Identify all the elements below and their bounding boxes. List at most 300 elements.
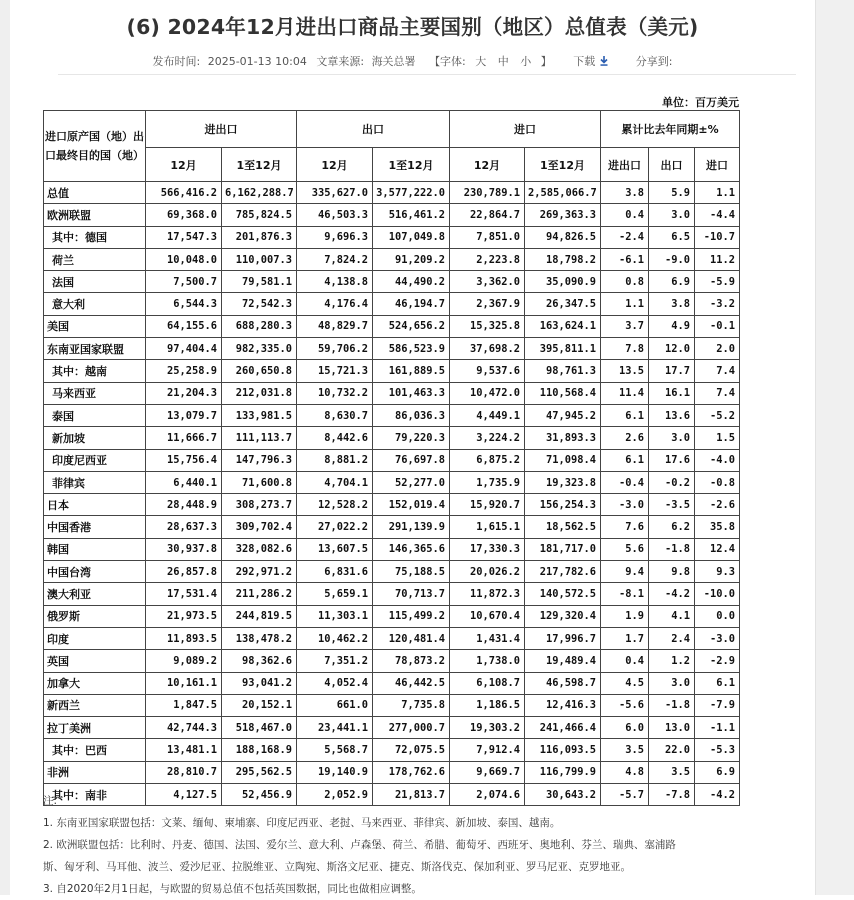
value-cell: 70,713.7: [373, 583, 450, 605]
value-cell: 9.4: [601, 561, 649, 583]
value-cell: 2,585,066.7: [525, 182, 601, 204]
value-cell: 17,996.7: [525, 627, 601, 649]
value-cell: 217,782.6: [525, 561, 601, 583]
table-row: [44, 271, 740, 293]
value-cell: 94,826.5: [525, 226, 601, 248]
value-cell: 6,108.7: [450, 672, 525, 694]
note-1: 1. 东南亚国家联盟包括：文莱、缅甸、柬埔寨、印度尼西亚、老挝、马来西亚、菲律宾、新加坡、泰国、越南。: [43, 817, 561, 829]
value-cell: 17.6: [649, 449, 695, 471]
subheader: 12月: [297, 148, 373, 182]
value-cell: 17.7: [649, 360, 695, 382]
font-size-small-button[interactable]: 小: [520, 55, 532, 68]
value-cell: 6,875.2: [450, 449, 525, 471]
value-cell: 11,303.1: [297, 605, 373, 627]
value-cell: 30,643.2: [525, 784, 601, 806]
value-cell: 20,152.1: [222, 694, 297, 716]
value-cell: 3,577,222.0: [373, 182, 450, 204]
region-name: 东南亚国家联盟: [44, 338, 146, 360]
value-cell: 46,194.7: [373, 293, 450, 315]
value-cell: 13.5: [601, 360, 649, 382]
value-cell: 12.0: [649, 338, 695, 360]
value-cell: -0.2: [649, 471, 695, 493]
value-cell: -4.2: [649, 583, 695, 605]
notes: [43, 790, 743, 900]
value-cell: -2.4: [601, 226, 649, 248]
notes-title: 注:: [43, 795, 58, 807]
value-cell: 71,098.4: [525, 449, 601, 471]
value-cell: 230,789.1: [450, 182, 525, 204]
value-cell: 107,049.8: [373, 226, 450, 248]
value-cell: 12,416.3: [525, 694, 601, 716]
font-size-large-button[interactable]: 大: [475, 55, 487, 68]
value-cell: 13,481.1: [146, 739, 222, 761]
table-row: [44, 449, 740, 471]
value-cell: -5.6: [601, 694, 649, 716]
table-row: [44, 315, 740, 337]
region-name: 其中：德国: [44, 226, 146, 248]
value-cell: 6.2: [649, 516, 695, 538]
value-cell: 19,323.8: [525, 471, 601, 493]
value-cell: 181,717.0: [525, 538, 601, 560]
subheader: 12月: [146, 148, 222, 182]
value-cell: -1.1: [695, 717, 740, 739]
value-cell: 395,811.1: [525, 338, 601, 360]
table-row: [44, 605, 740, 627]
table-row: [44, 226, 740, 248]
value-cell: 110,568.4: [525, 382, 601, 404]
value-cell: 35.8: [695, 516, 740, 538]
value-cell: 269,363.3: [525, 204, 601, 226]
value-cell: 212,031.8: [222, 382, 297, 404]
value-cell: 309,702.4: [222, 516, 297, 538]
value-cell: 98,761.3: [525, 360, 601, 382]
article-meta: [10, 53, 815, 69]
font-size-label: 【字体:: [429, 55, 466, 68]
value-cell: 0.4: [601, 204, 649, 226]
subheader: 进出口: [601, 148, 649, 182]
trade-table: [43, 110, 740, 806]
value-cell: 308,273.7: [222, 494, 297, 516]
value-cell: -6.1: [601, 248, 649, 270]
value-cell: 18,562.5: [525, 516, 601, 538]
region-name: 非洲: [44, 761, 146, 783]
value-cell: 97,404.4: [146, 338, 222, 360]
subheader: 进口: [695, 148, 740, 182]
subheader: 出口: [649, 148, 695, 182]
value-cell: 147,796.3: [222, 449, 297, 471]
value-cell: 17,330.3: [450, 538, 525, 560]
region-name: 新西兰: [44, 694, 146, 716]
table-row: [44, 404, 740, 426]
value-cell: 9.3: [695, 561, 740, 583]
value-cell: 37,698.2: [450, 338, 525, 360]
value-cell: 111,113.7: [222, 427, 297, 449]
value-cell: 72,075.5: [373, 739, 450, 761]
region-name: 拉丁美洲: [44, 717, 146, 739]
value-cell: 6.1: [601, 404, 649, 426]
value-cell: 18,798.2: [525, 248, 601, 270]
page-title: (6) 2024年12月进出口商品主要国别（地区）总值表（美元): [126, 15, 699, 39]
value-cell: 79,581.1: [222, 271, 297, 293]
value-cell: -10.7: [695, 226, 740, 248]
table-row: [44, 650, 740, 672]
region-name: 印度: [44, 627, 146, 649]
value-cell: 2,052.9: [297, 784, 373, 806]
value-cell: 6.5: [649, 226, 695, 248]
value-cell: 76,697.8: [373, 449, 450, 471]
value-cell: -2.9: [695, 650, 740, 672]
value-cell: 1.5: [695, 427, 740, 449]
value-cell: 0.8: [601, 271, 649, 293]
value-cell: 91,209.2: [373, 248, 450, 270]
region-name: 英国: [44, 650, 146, 672]
value-cell: 7.4: [695, 360, 740, 382]
region-name: 中国台湾: [44, 561, 146, 583]
right-margin: [815, 0, 854, 895]
table-row: [44, 293, 740, 315]
value-cell: -4.4: [695, 204, 740, 226]
value-cell: 21,973.5: [146, 605, 222, 627]
table-row: [44, 471, 740, 493]
value-cell: 6.9: [695, 761, 740, 783]
value-cell: 46,503.3: [297, 204, 373, 226]
region-name: 其中：巴西: [44, 739, 146, 761]
value-cell: 22.0: [649, 739, 695, 761]
value-cell: 9,089.2: [146, 650, 222, 672]
value-cell: 129,320.4: [525, 605, 601, 627]
value-cell: -3.2: [695, 293, 740, 315]
value-cell: 10,161.1: [146, 672, 222, 694]
value-cell: 13,079.7: [146, 404, 222, 426]
value-cell: 16.1: [649, 382, 695, 404]
value-cell: 7,824.2: [297, 248, 373, 270]
download-icon: [600, 56, 608, 66]
value-cell: 1,615.1: [450, 516, 525, 538]
value-cell: 3.0: [649, 427, 695, 449]
value-cell: 1,735.9: [450, 471, 525, 493]
value-cell: 140,572.5: [525, 583, 601, 605]
value-cell: 5,568.7: [297, 739, 373, 761]
value-cell: 524,656.2: [373, 315, 450, 337]
value-cell: -0.4: [601, 471, 649, 493]
value-cell: 28,810.7: [146, 761, 222, 783]
table-row: [44, 739, 740, 761]
table-row: [44, 427, 740, 449]
table-row: [44, 717, 740, 739]
region-name: 加拿大: [44, 672, 146, 694]
value-cell: 518,467.0: [222, 717, 297, 739]
table-row: [44, 694, 740, 716]
value-cell: 188,168.9: [222, 739, 297, 761]
share-button[interactable]: 分享到:: [635, 55, 673, 68]
value-cell: 64,155.6: [146, 315, 222, 337]
value-cell: -4.0: [695, 449, 740, 471]
value-cell: 2.0: [695, 338, 740, 360]
value-cell: 28,448.9: [146, 494, 222, 516]
publish-time-label: 发布时间:: [152, 55, 201, 68]
group-header-import: 进口: [450, 111, 601, 148]
value-cell: 688,280.3: [222, 315, 297, 337]
value-cell: 4,704.1: [297, 471, 373, 493]
value-cell: 25,258.9: [146, 360, 222, 382]
value-cell: 10,462.2: [297, 627, 373, 649]
value-cell: 6.9: [649, 271, 695, 293]
note-2: 2. 欧洲联盟包括：比利时、丹麦、德国、法国、爱尔兰、意大利、卢森堡、荷兰、希腊、葡萄牙、西班牙、奥地利、芬兰、瑞典、塞浦路: [43, 839, 676, 851]
value-cell: 3,362.0: [450, 271, 525, 293]
value-cell: 4.8: [601, 761, 649, 783]
value-cell: 6.0: [601, 717, 649, 739]
region-name: 印度尼西亚: [44, 449, 146, 471]
value-cell: 21,204.3: [146, 382, 222, 404]
region-name: 其中：南非: [44, 784, 146, 806]
source-label: 文章来源:: [316, 55, 365, 68]
value-cell: 241,466.4: [525, 717, 601, 739]
value-cell: 13,607.5: [297, 538, 373, 560]
value-cell: -5.9: [695, 271, 740, 293]
value-cell: 3.0: [649, 204, 695, 226]
value-cell: 4.5: [601, 672, 649, 694]
value-cell: 20,026.2: [450, 561, 525, 583]
value-cell: 260,650.8: [222, 360, 297, 382]
value-cell: 12.4: [695, 538, 740, 560]
region-name: 新加坡: [44, 427, 146, 449]
subheader: 1至12月: [525, 148, 601, 182]
value-cell: 21,813.7: [373, 784, 450, 806]
value-cell: 516,461.2: [373, 204, 450, 226]
value-cell: 4,127.5: [146, 784, 222, 806]
value-cell: 8,881.2: [297, 449, 373, 471]
region-name: 其中：越南: [44, 360, 146, 382]
note-2-continued: 斯、匈牙利、马耳他、波兰、爱沙尼亚、拉脱维亚、立陶宛、斯洛文尼亚、捷克、斯洛伐克、保加利亚、罗马尼亚、克罗地亚。: [43, 861, 631, 873]
region-name: 马来西亚: [44, 382, 146, 404]
value-cell: 7,851.0: [450, 226, 525, 248]
table-row: [44, 516, 740, 538]
table-row: [44, 248, 740, 270]
value-cell: 6.1: [601, 449, 649, 471]
value-cell: 10,048.0: [146, 248, 222, 270]
value-cell: 566,416.2: [146, 182, 222, 204]
region-name: 日本: [44, 494, 146, 516]
value-cell: 13.0: [649, 717, 695, 739]
table-row: [44, 204, 740, 226]
region-name: 泰国: [44, 404, 146, 426]
value-cell: 295,562.5: [222, 761, 297, 783]
value-cell: 75,188.5: [373, 561, 450, 583]
region-name: 意大利: [44, 293, 146, 315]
value-cell: 46,442.5: [373, 672, 450, 694]
subheader: 12月: [450, 148, 525, 182]
value-cell: 6,162,288.7: [222, 182, 297, 204]
value-cell: 11.2: [695, 248, 740, 270]
value-cell: 178,762.6: [373, 761, 450, 783]
group-header-yoy: 累计比去年同期±%: [601, 111, 740, 148]
value-cell: -5.3: [695, 739, 740, 761]
table-row: [44, 627, 740, 649]
value-cell: 8,442.6: [297, 427, 373, 449]
value-cell: 8,630.7: [297, 404, 373, 426]
value-cell: 13.6: [649, 404, 695, 426]
value-cell: 982,335.0: [222, 338, 297, 360]
value-cell: 116,093.5: [525, 739, 601, 761]
value-cell: 1.7: [601, 627, 649, 649]
download-label: 下载: [573, 55, 596, 68]
value-cell: -7.9: [695, 694, 740, 716]
value-cell: 48,829.7: [297, 315, 373, 337]
value-cell: 3.7: [601, 315, 649, 337]
value-cell: 7.4: [695, 382, 740, 404]
region-name: 澳大利亚: [44, 583, 146, 605]
value-cell: 5,659.1: [297, 583, 373, 605]
value-cell: 1,847.5: [146, 694, 222, 716]
value-cell: 6,544.3: [146, 293, 222, 315]
value-cell: 6.1: [695, 672, 740, 694]
value-cell: 335,627.0: [297, 182, 373, 204]
value-cell: 4.1: [649, 605, 695, 627]
value-cell: 42,744.3: [146, 717, 222, 739]
value-cell: -1.8: [649, 694, 695, 716]
value-cell: 11,666.7: [146, 427, 222, 449]
region-name: 法国: [44, 271, 146, 293]
value-cell: -3.5: [649, 494, 695, 516]
value-cell: 7,351.2: [297, 650, 373, 672]
region-name: 欧洲联盟: [44, 204, 146, 226]
value-cell: 3,224.2: [450, 427, 525, 449]
value-cell: 3.0: [649, 672, 695, 694]
region-name: 俄罗斯: [44, 605, 146, 627]
value-cell: 35,090.9: [525, 271, 601, 293]
value-cell: 133,981.5: [222, 404, 297, 426]
value-cell: 10,472.0: [450, 382, 525, 404]
subheader: 1至12月: [373, 148, 450, 182]
value-cell: 69,368.0: [146, 204, 222, 226]
value-cell: 586,523.9: [373, 338, 450, 360]
value-cell: 11.4: [601, 382, 649, 404]
left-margin: [0, 0, 10, 895]
value-cell: 30,937.8: [146, 538, 222, 560]
table-row: [44, 360, 740, 382]
value-cell: 3.5: [649, 761, 695, 783]
value-cell: 7,735.8: [373, 694, 450, 716]
value-cell: 120,481.4: [373, 627, 450, 649]
value-cell: -0.1: [695, 315, 740, 337]
publish-time: 2025-01-13 10:04: [207, 55, 307, 68]
value-cell: 15,325.8: [450, 315, 525, 337]
value-cell: 17,531.4: [146, 583, 222, 605]
value-cell: 52,277.0: [373, 471, 450, 493]
value-cell: 1.1: [695, 182, 740, 204]
value-cell: 3.8: [601, 182, 649, 204]
unit-label: 单位：百万美元: [662, 96, 739, 109]
note-3: 3. 自2020年2月1日起，与欧盟的贸易总值不包括英国数据，同比也做相应调整。: [43, 883, 422, 895]
download-button[interactable]: [571, 55, 608, 68]
value-cell: 3.8: [649, 293, 695, 315]
region-name: 韩国: [44, 538, 146, 560]
value-cell: 28,637.3: [146, 516, 222, 538]
value-cell: 72,542.3: [222, 293, 297, 315]
value-cell: 146,365.6: [373, 538, 450, 560]
value-cell: 71,600.8: [222, 471, 297, 493]
table-row: [44, 382, 740, 404]
table-row: [44, 561, 740, 583]
value-cell: 292,971.2: [222, 561, 297, 583]
divider: [58, 74, 796, 75]
value-cell: 7,912.4: [450, 739, 525, 761]
value-cell: 11,872.3: [450, 583, 525, 605]
value-cell: -0.8: [695, 471, 740, 493]
value-cell: 156,254.3: [525, 494, 601, 516]
value-cell: 661.0: [297, 694, 373, 716]
value-cell: 2,223.8: [450, 248, 525, 270]
value-cell: 23,441.1: [297, 717, 373, 739]
value-cell: 9,537.6: [450, 360, 525, 382]
subheader: 1至12月: [222, 148, 297, 182]
value-cell: 2,367.9: [450, 293, 525, 315]
value-cell: 26,857.8: [146, 561, 222, 583]
value-cell: 161,889.5: [373, 360, 450, 382]
value-cell: 0.0: [695, 605, 740, 627]
value-cell: -7.8: [649, 784, 695, 806]
value-cell: 277,000.7: [373, 717, 450, 739]
value-cell: 12,528.2: [297, 494, 373, 516]
value-cell: 2.4: [649, 627, 695, 649]
table-row: [44, 672, 740, 694]
region-name: 菲律宾: [44, 471, 146, 493]
value-cell: 86,036.3: [373, 404, 450, 426]
value-cell: -5.7: [601, 784, 649, 806]
value-cell: 98,362.6: [222, 650, 297, 672]
value-cell: 1.1: [601, 293, 649, 315]
source: 海关总署: [371, 55, 416, 68]
table-row: [44, 338, 740, 360]
value-cell: 5.6: [601, 538, 649, 560]
table-body: [44, 182, 740, 806]
country-column-header: 进口原产国（地）出口最终目的国（地）: [44, 111, 146, 182]
value-cell: 7.8: [601, 338, 649, 360]
value-cell: 17,547.3: [146, 226, 222, 248]
value-cell: 152,019.4: [373, 494, 450, 516]
value-cell: 4.9: [649, 315, 695, 337]
table-row: [44, 494, 740, 516]
value-cell: 116,799.9: [525, 761, 601, 783]
table-row: [44, 583, 740, 605]
table-row: [44, 538, 740, 560]
value-cell: 19,489.4: [525, 650, 601, 672]
value-cell: 115,499.2: [373, 605, 450, 627]
value-cell: 3.5: [601, 739, 649, 761]
value-cell: -8.1: [601, 583, 649, 605]
value-cell: 15,756.4: [146, 449, 222, 471]
value-cell: 7.6: [601, 516, 649, 538]
value-cell: 26,347.5: [525, 293, 601, 315]
value-cell: 201,876.3: [222, 226, 297, 248]
value-cell: 1,431.4: [450, 627, 525, 649]
table-row: [44, 761, 740, 783]
font-size-medium-button[interactable]: 中: [497, 55, 509, 68]
value-cell: 9,696.3: [297, 226, 373, 248]
value-cell: 27,022.2: [297, 516, 373, 538]
group-header-export: 出口: [297, 111, 450, 148]
value-cell: 78,873.2: [373, 650, 450, 672]
value-cell: 22,864.7: [450, 204, 525, 226]
group-header-total: 进出口: [146, 111, 297, 148]
region-name: 荷兰: [44, 248, 146, 270]
table-row: [44, 182, 740, 204]
value-cell: -1.8: [649, 538, 695, 560]
value-cell: 10,670.4: [450, 605, 525, 627]
region-name: 中国香港: [44, 516, 146, 538]
value-cell: 59,706.2: [297, 338, 373, 360]
value-cell: 1,738.0: [450, 650, 525, 672]
